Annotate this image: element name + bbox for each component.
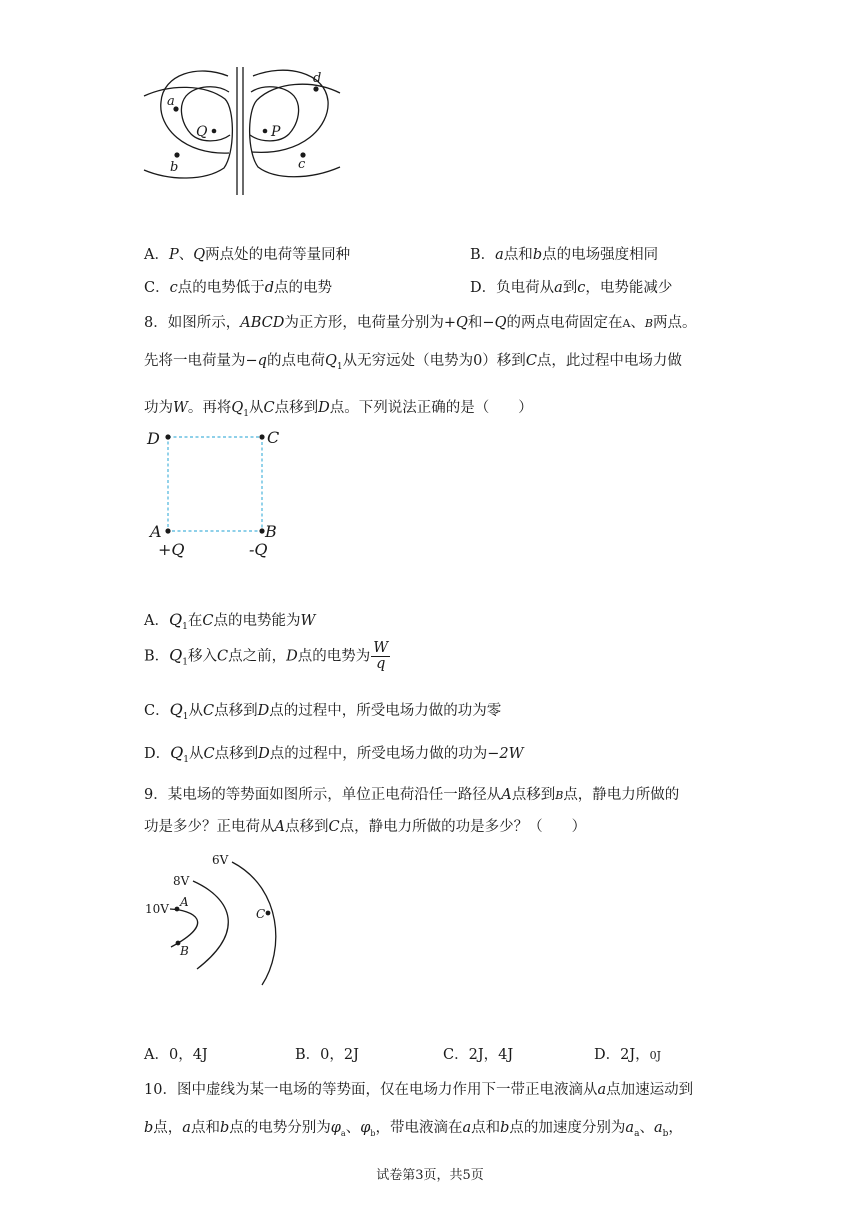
label-d: d: [313, 71, 322, 86]
q8-stem-line1: 8．如图所示，ABCD为正方形，电荷量分别为+Q和−Q的两点电荷固定在A、B两点。: [144, 315, 697, 331]
label-10v: 10V: [145, 902, 169, 916]
label-c-q9: C: [256, 907, 266, 921]
fraction-w-over-q: $\frac{W}{q}$: [373, 640, 389, 673]
label-minus-q: -Q: [249, 540, 268, 559]
label-C: C: [267, 428, 280, 447]
q8-option-a[interactable]: A．$Q_1$在C点的电势能为W: [144, 610, 316, 632]
label-6v: 6V: [212, 853, 229, 867]
label-q: Q: [196, 124, 208, 140]
q8-stem-line2: 先将一电荷量为−q的点电荷$Q_1$从无穷远处（电势为0）移到C点，此过程中电场力做: [144, 353, 682, 372]
q8-option-d[interactable]: D．$Q_1$从C点移到D点的过程中，所受电场力做的功为−2W: [144, 743, 524, 765]
label-a: a: [167, 94, 175, 109]
q8-stem-line3: 功为W。再将$Q_1$从C点移到D点。下列说法正确的是（ ）: [144, 400, 533, 419]
label-B: B: [265, 522, 277, 541]
q9-option-a[interactable]: A．0，4J: [144, 1047, 208, 1063]
label-b: b: [170, 160, 179, 175]
q9-stem-line2: 功是多少？正电荷从A点移到C点，静电力所做的功是多少？（ ）: [144, 819, 587, 835]
label-A: A: [150, 522, 162, 541]
q7-option-c[interactable]: C．c点的电势低于d点的电势: [144, 280, 333, 296]
label-b-q9: B: [180, 944, 189, 958]
label-D: D: [147, 429, 160, 448]
label-a-q9: A: [180, 895, 189, 909]
label-p: P: [271, 124, 281, 140]
q7-option-b[interactable]: B．a点和b点的电场强度相同: [470, 247, 659, 263]
q8-option-c[interactable]: C．$Q_1$从C点移到D点的过程中，所受电场力做的功为零: [144, 700, 502, 722]
q10-stem-line2: b点，a点和b点的电势分别为$\varphi_a$、$\varphi_b$，带电液滴在a点和b点的加速度分别为$a_a$、$a_b$，: [144, 1120, 683, 1139]
q10-stem-line1: 10．图中虚线为某一电场的等势面，仅在电场力作用下一带正电液滴从a点加速运动到: [144, 1082, 694, 1098]
q9-option-b[interactable]: B．0，2J: [295, 1047, 359, 1063]
q9-stem-line1: 9．某电场的等势面如图所示，单位正电荷沿任一路径从A点移到B点，静电力所做的: [144, 787, 680, 803]
q9-option-d[interactable]: D．2J，0J: [594, 1047, 662, 1063]
q9-option-c[interactable]: C．2J，4J: [443, 1047, 514, 1063]
page-footer: 试卷第3页，共5页: [376, 1168, 484, 1183]
label-plus-q: +Q: [158, 540, 185, 559]
q8-option-b[interactable]: B．$Q_1$移入C点之前，D点的电势为 $\frac{W}{q}$: [144, 640, 389, 673]
q7-option-d[interactable]: D．负电荷从a到c，电势能减少: [470, 280, 673, 296]
label-8v: 8V: [173, 874, 190, 888]
label-c: c: [298, 157, 306, 172]
q7-option-a[interactable]: A．P、Q两点处的电荷等量同种: [144, 247, 351, 263]
